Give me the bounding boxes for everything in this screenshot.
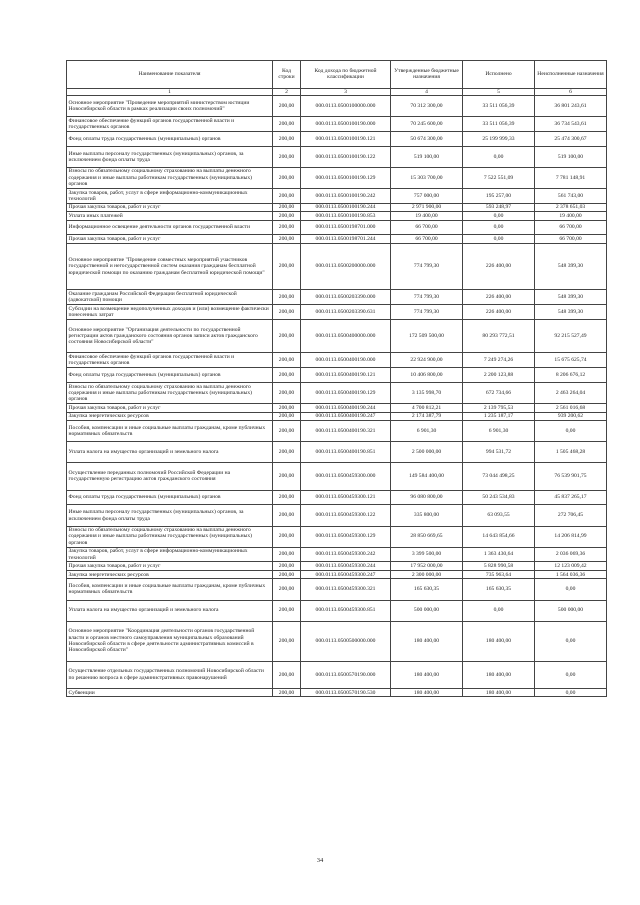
executed-amount-cell: 735 963,64 [463, 570, 535, 578]
budget-code-cell: 000.0113.0500570190.000 [301, 661, 391, 688]
executed-amount-cell: 180 400,00 [463, 621, 535, 661]
executed-amount-cell: 14 643 854,66 [463, 526, 535, 547]
table-row [67, 661, 607, 688]
row-code-cell: 200,00 [273, 220, 301, 235]
budget-code-cell: 000.0113.0500400190.247 [301, 412, 391, 420]
budget-code-cell: 000.0113.0500400190.851 [301, 442, 391, 463]
budget-code-cell: 000.0113.0500100190.121 [301, 131, 391, 146]
table-row [67, 442, 607, 463]
unexecuted-amount-cell: 92 215 527,49 [535, 319, 607, 353]
budget-code-cell: 000.0113.0500100000.000 [301, 96, 391, 117]
indicator-name-cell: Пособия, компенсации и иные социальные выплаты гражданам, кроме публичных нормативных обязательств [67, 421, 273, 442]
unexecuted-amount-cell: 2 378 651,03 [535, 203, 607, 211]
table-row [67, 220, 607, 235]
executed-amount-cell: 0,00 [463, 600, 535, 621]
approved-amount-cell: 519 100,00 [391, 146, 463, 167]
indicator-name-cell: Основное мероприятие "Организация деятельности по государственной регистрации актов гражданского состояния органов записи актов гражданского состояния Новосибирской области" [67, 319, 273, 353]
row-code-cell: 200,00 [273, 383, 301, 404]
row-code-cell: 200,00 [273, 526, 301, 547]
table-row [67, 383, 607, 404]
table-column-index-row [67, 88, 607, 96]
budget-code-cell: 000.0113.0500459300.247 [301, 570, 391, 578]
executed-amount-cell: 1 363 430,64 [463, 547, 535, 562]
table-row [67, 463, 607, 490]
approved-amount-cell: 96 080 800,00 [391, 490, 463, 505]
approved-amount-cell: 6 901,30 [391, 421, 463, 442]
row-code-cell: 200,00 [273, 688, 301, 696]
unexecuted-amount-cell: 8 206 676,12 [535, 368, 607, 383]
unexecuted-amount-cell: 939 200,62 [535, 412, 607, 420]
table-row [67, 526, 607, 547]
row-code-cell: 200,00 [273, 243, 301, 289]
unexecuted-amount-cell: 2 463 264,04 [535, 383, 607, 404]
row-code-cell: 200,00 [273, 490, 301, 505]
row-code-cell: 200,00 [273, 146, 301, 167]
table-row [67, 579, 607, 600]
budget-code-cell: 000.0113.0500570190.530 [301, 688, 391, 696]
row-code-cell: 200,00 [273, 570, 301, 578]
unexecuted-amount-cell: 1 505 468,28 [535, 442, 607, 463]
table-row [67, 235, 607, 243]
approved-amount-cell: 335 800,00 [391, 505, 463, 526]
approved-amount-cell: 500 000,00 [391, 600, 463, 621]
table-row [67, 203, 607, 211]
executed-amount-cell: 226 400,00 [463, 290, 535, 305]
unexecuted-amount-cell: 14 206 814,99 [535, 526, 607, 547]
executed-amount-cell: 63 093,55 [463, 505, 535, 526]
indicator-name-cell: Оказание гражданам Российской Федерации бесплатной юридической (адвокатской) помощи [67, 290, 273, 305]
executed-amount-cell: 25 199 999,33 [463, 131, 535, 146]
approved-amount-cell: 66 700,00 [391, 235, 463, 243]
header-unexecuted: Неисполненные назначения [535, 61, 607, 89]
table-row [67, 319, 607, 353]
approved-amount-cell: 149 584 400,00 [391, 463, 463, 490]
approved-amount-cell: 10 406 800,00 [391, 368, 463, 383]
indicator-name-cell: Фонд оплаты труда государственных (муниципальных) органов [67, 131, 273, 146]
unexecuted-amount-cell: 76 539 901,75 [535, 463, 607, 490]
executed-amount-cell: 0,00 [463, 220, 535, 235]
table-row [67, 547, 607, 562]
executed-amount-cell: 672 734,66 [463, 383, 535, 404]
column-index: 2 [273, 88, 301, 96]
row-code-cell: 200,00 [273, 579, 301, 600]
table-row [67, 167, 607, 188]
unexecuted-amount-cell: 500 000,00 [535, 600, 607, 621]
indicator-name-cell: Взносы по обязательному социальному страхованию на выплаты денежного содержания и иные выплаты работникам государственных (муниципальных) органов [67, 526, 273, 547]
budget-code-cell: 000.0113.0500459300.851 [301, 600, 391, 621]
approved-amount-cell: 757 000,00 [391, 188, 463, 203]
approved-amount-cell: 180 400,00 [391, 621, 463, 661]
budget-code-cell: 000.0113.0500400000.000 [301, 319, 391, 353]
indicator-name-cell: Субсидии на возмещение недополученных доходов и (или) возмещение фактически понесенных затрат [67, 305, 273, 320]
unexecuted-amount-cell: 1 564 036,36 [535, 570, 607, 578]
row-code-cell: 200,00 [273, 463, 301, 490]
table-row [67, 562, 607, 570]
budget-code-cell: 000.0113.0500203390.631 [301, 305, 391, 320]
indicator-name-cell: Основное мероприятие "Проведение мероприятий министерством юстиции Новосибирской области в рамках реализации своих полномочий" [67, 96, 273, 117]
executed-amount-cell: 5 828 990,58 [463, 562, 535, 570]
row-code-cell: 200,00 [273, 290, 301, 305]
table-row [67, 212, 607, 220]
executed-amount-cell: 0,00 [463, 146, 535, 167]
column-index: 3 [301, 88, 391, 96]
table-row [67, 570, 607, 578]
indicator-name-cell: Осуществление переданных полномочий Российской Федерации на государственную регистрацию актов гражданского состояния [67, 463, 273, 490]
approved-amount-cell: 172 509 500,00 [391, 319, 463, 353]
approved-amount-cell: 774 799,30 [391, 243, 463, 289]
column-index: 1 [67, 88, 273, 96]
table-row [67, 621, 607, 661]
indicator-name-cell: Фонд оплаты труда государственных (муниципальных) органов [67, 490, 273, 505]
executed-amount-cell: 6 901,30 [463, 421, 535, 442]
unexecuted-amount-cell: 36 801 243,61 [535, 96, 607, 117]
row-code-cell: 200,00 [273, 368, 301, 383]
indicator-name-cell: Осуществление отдельных государственных полномочий Новосибирской области по решению вопроса в сфере административных правонарушений [67, 661, 273, 688]
row-code-cell: 200,00 [273, 442, 301, 463]
indicator-name-cell: Закупка энергетических ресурсов [67, 570, 273, 578]
approved-amount-cell: 165 630,35 [391, 579, 463, 600]
row-code-cell: 200,00 [273, 562, 301, 570]
indicator-name-cell: Финансовое обеспечение функций органов государственной власти и государственных органов [67, 117, 273, 132]
budget-code-cell: 000.0113.0500459300.121 [301, 490, 391, 505]
approved-amount-cell: 70 245 600,00 [391, 117, 463, 132]
executed-amount-cell: 180 400,00 [463, 688, 535, 696]
unexecuted-amount-cell: 0,00 [535, 621, 607, 661]
unexecuted-amount-cell: 7 781 148,91 [535, 167, 607, 188]
column-index: 4 [391, 88, 463, 96]
budget-code-cell: 000.0113.0500400190.244 [301, 404, 391, 412]
executed-amount-cell: 33 511 056,39 [463, 96, 535, 117]
budget-execution-table [66, 60, 607, 697]
approved-amount-cell: 774 799,30 [391, 290, 463, 305]
table-row [67, 146, 607, 167]
table-row [67, 117, 607, 132]
executed-amount-cell: 994 531,72 [463, 442, 535, 463]
budget-code-cell: 000.0113.0500459300.244 [301, 562, 391, 570]
table-row [67, 353, 607, 368]
header-row-code: Код строки [273, 61, 301, 89]
budget-code-cell: 000.0113.0500400190.129 [301, 383, 391, 404]
approved-amount-cell: 66 700,00 [391, 220, 463, 235]
executed-amount-cell: 593 248,97 [463, 203, 535, 211]
row-code-cell: 200,00 [273, 319, 301, 353]
header-executed: Исполнено [463, 61, 535, 89]
indicator-name-cell: Основное мероприятие "Проведение совместных мероприятий участников государственной и негосударственной систем оказания гражданам бесплатной юридической помощи по оказанию гражданам бесплатной юридической помощи" [67, 243, 273, 289]
unexecuted-amount-cell: 548 399,30 [535, 290, 607, 305]
unexecuted-amount-cell: 19 400,00 [535, 212, 607, 220]
unexecuted-amount-cell: 2 561 016,68 [535, 404, 607, 412]
row-code-cell: 200,00 [273, 212, 301, 220]
approved-amount-cell: 2 300 000,00 [391, 570, 463, 578]
row-code-cell: 200,00 [273, 621, 301, 661]
budget-code-cell: 000.0113.0500500000.000 [301, 621, 391, 661]
unexecuted-amount-cell: 36 734 543,61 [535, 117, 607, 132]
indicator-name-cell: Прочая закупка товаров, работ и услуг [67, 203, 273, 211]
unexecuted-amount-cell: 0,00 [535, 579, 607, 600]
table-body [67, 96, 607, 697]
row-code-cell: 200,00 [273, 505, 301, 526]
budget-code-cell: 000.0113.0500459300.321 [301, 579, 391, 600]
row-code-cell: 200,00 [273, 131, 301, 146]
approved-amount-cell: 2 174 387,79 [391, 412, 463, 420]
row-code-cell: 200,00 [273, 117, 301, 132]
unexecuted-amount-cell: 561 743,00 [535, 188, 607, 203]
approved-amount-cell: 19 400,00 [391, 212, 463, 220]
approved-amount-cell: 180 400,00 [391, 688, 463, 696]
indicator-name-cell: Уплата налога на имущество организаций и земельного налога [67, 442, 273, 463]
executed-amount-cell: 226 400,00 [463, 243, 535, 289]
executed-amount-cell: 80 293 772,51 [463, 319, 535, 353]
row-code-cell: 200,00 [273, 600, 301, 621]
row-code-cell: 200,00 [273, 353, 301, 368]
column-index: 5 [463, 88, 535, 96]
table-row [67, 131, 607, 146]
unexecuted-amount-cell: 548 399,30 [535, 305, 607, 320]
budget-code-cell: 000.0113.0500400190.121 [301, 368, 391, 383]
table-row [67, 290, 607, 305]
executed-amount-cell: 7 522 551,09 [463, 167, 535, 188]
executed-amount-cell: 2 139 795,53 [463, 404, 535, 412]
table-row [67, 688, 607, 696]
table-row [67, 412, 607, 420]
executed-amount-cell: 165 630,35 [463, 579, 535, 600]
row-code-cell: 200,00 [273, 96, 301, 117]
approved-amount-cell: 2 500 000,00 [391, 442, 463, 463]
executed-amount-cell: 0,00 [463, 235, 535, 243]
table-row [67, 421, 607, 442]
budget-code-cell: 000.0113.0500198701.000 [301, 220, 391, 235]
budget-code-cell: 000.0113.0500459300.242 [301, 547, 391, 562]
indicator-name-cell: Информационное освещение деятельности органов государственной власти [67, 220, 273, 235]
approved-amount-cell: 2 971 900,00 [391, 203, 463, 211]
indicator-name-cell: Прочая закупка товаров, работ и услуг [67, 562, 273, 570]
executed-amount-cell: 1 235 187,17 [463, 412, 535, 420]
indicator-name-cell: Уплата налога на имущество организаций и земельного налога [67, 600, 273, 621]
row-code-cell: 200,00 [273, 412, 301, 420]
approved-amount-cell: 180 400,00 [391, 661, 463, 688]
table-row [67, 305, 607, 320]
budget-code-cell: 000.0113.0500400190.321 [301, 421, 391, 442]
unexecuted-amount-cell: 519 100,00 [535, 146, 607, 167]
indicator-name-cell: Закупка товаров, работ, услуг в сфере информационно-коммуникационных технологий [67, 188, 273, 203]
unexecuted-amount-cell: 15 675 625,74 [535, 353, 607, 368]
unexecuted-amount-cell: 12 123 009,42 [535, 562, 607, 570]
indicator-name-cell: Прочая закупка товаров, работ и услуг [67, 235, 273, 243]
indicator-name-cell: Финансовое обеспечение функций органов государственной власти и государственных органов [67, 353, 273, 368]
budget-code-cell: 000.0113.0500100190.129 [301, 167, 391, 188]
table-row [67, 490, 607, 505]
row-code-cell: 200,00 [273, 203, 301, 211]
column-index: 6 [535, 88, 607, 96]
budget-code-cell: 000.0113.0500203390.000 [301, 290, 391, 305]
budget-code-cell: 000.0113.0500100190.122 [301, 146, 391, 167]
budget-code-cell: 000.0113.0500100190.853 [301, 212, 391, 220]
unexecuted-amount-cell: 2 036 069,36 [535, 547, 607, 562]
header-indicator-name: Наименование показателя [67, 61, 273, 89]
table-row [67, 600, 607, 621]
table-row [67, 243, 607, 289]
table-row [67, 404, 607, 412]
indicator-name-cell: Закупка товаров, работ, услуг в сфере информационно-коммуникационных технологий [67, 547, 273, 562]
row-code-cell: 200,00 [273, 421, 301, 442]
row-code-cell: 200,00 [273, 305, 301, 320]
unexecuted-amount-cell: 0,00 [535, 421, 607, 442]
approved-amount-cell: 3 399 500,00 [391, 547, 463, 562]
indicator-name-cell: Прочая закупка товаров, работ и услуг [67, 404, 273, 412]
indicator-name-cell: Уплата иных платежей [67, 212, 273, 220]
budget-code-cell: 000.0113.0500100190.244 [301, 203, 391, 211]
approved-amount-cell: 17 952 000,00 [391, 562, 463, 570]
budget-code-cell: 000.0113.0500459300.000 [301, 463, 391, 490]
header-approved: Утвержденные бюджетные назначения [391, 61, 463, 89]
indicator-name-cell: Взносы по обязательному социальному страхованию на выплаты денежного содержания и иные выплаты работникам государственных (муниципальных) органов [67, 167, 273, 188]
row-code-cell: 200,00 [273, 661, 301, 688]
approved-amount-cell: 50 674 300,00 [391, 131, 463, 146]
unexecuted-amount-cell: 25 474 300,67 [535, 131, 607, 146]
budget-code-cell: 000.0113.0500400190.000 [301, 353, 391, 368]
executed-amount-cell: 7 249 274,26 [463, 353, 535, 368]
executed-amount-cell: 33 511 056,39 [463, 117, 535, 132]
table-row [67, 505, 607, 526]
budget-code-cell: 000.0113.0500200000.000 [301, 243, 391, 289]
approved-amount-cell: 28 850 669,65 [391, 526, 463, 547]
row-code-cell: 200,00 [273, 167, 301, 188]
executed-amount-cell: 195 257,00 [463, 188, 535, 203]
unexecuted-amount-cell: 272 706,45 [535, 505, 607, 526]
executed-amount-cell: 50 243 534,83 [463, 490, 535, 505]
unexecuted-amount-cell: 66 700,00 [535, 235, 607, 243]
row-code-cell: 200,00 [273, 188, 301, 203]
executed-amount-cell: 226 400,00 [463, 305, 535, 320]
indicator-name-cell: Пособия, компенсации и иные социальные выплаты гражданам, кроме публичных нормативных обязательств [67, 579, 273, 600]
approved-amount-cell: 70 312 300,00 [391, 96, 463, 117]
budget-code-cell: 000.0113.0500459300.122 [301, 505, 391, 526]
budget-code-cell: 000.0113.0500100190.242 [301, 188, 391, 203]
executed-amount-cell: 180 400,00 [463, 661, 535, 688]
unexecuted-amount-cell: 548 399,30 [535, 243, 607, 289]
indicator-name-cell: Основное мероприятие "Координация деятельности органов государственной власти и органов местного самоуправления муниципальных образований Новосибирской области в сфере деятельности административных комиссий в Новосибирской области" [67, 621, 273, 661]
unexecuted-amount-cell: 45 837 265,17 [535, 490, 607, 505]
budget-code-cell: 000.0113.0500100190.000 [301, 117, 391, 132]
indicator-name-cell: Иные выплаты персоналу государственных (муниципальных) органов, за исключением фонда оплаты труда [67, 146, 273, 167]
indicator-name-cell: Взносы по обязательному социальному страхованию на выплаты денежного содержания и иные выплаты работникам государственных (муниципальных) органов [67, 383, 273, 404]
row-code-cell: 200,00 [273, 404, 301, 412]
budget-code-cell: 000.0113.0500198701.244 [301, 235, 391, 243]
indicator-name-cell: Иные выплаты персоналу государственных (муниципальных) органов, за исключением фонда оплаты труда [67, 505, 273, 526]
executed-amount-cell: 2 200 123,88 [463, 368, 535, 383]
row-code-cell: 200,00 [273, 547, 301, 562]
header-budget-code: Код дохода по бюджетной классификации [301, 61, 391, 89]
indicator-name-cell: Субвенции [67, 688, 273, 696]
table-row [67, 368, 607, 383]
row-code-cell: 200,00 [273, 235, 301, 243]
table-header-row [67, 61, 607, 89]
executed-amount-cell: 73 044 498,25 [463, 463, 535, 490]
table-row [67, 96, 607, 117]
unexecuted-amount-cell: 0,00 [535, 688, 607, 696]
page-number: 34 [316, 857, 324, 864]
unexecuted-amount-cell: 0,00 [535, 661, 607, 688]
approved-amount-cell: 774 799,30 [391, 305, 463, 320]
approved-amount-cell: 3 135 998,70 [391, 383, 463, 404]
approved-amount-cell: 22 924 900,00 [391, 353, 463, 368]
unexecuted-amount-cell: 66 700,00 [535, 220, 607, 235]
indicator-name-cell: Фонд оплаты труда государственных (муниципальных) органов [67, 368, 273, 383]
indicator-name-cell: Закупка энергетических ресурсов [67, 412, 273, 420]
approved-amount-cell: 4 700 812,21 [391, 404, 463, 412]
executed-amount-cell: 0,00 [463, 212, 535, 220]
approved-amount-cell: 15 303 700,00 [391, 167, 463, 188]
budget-code-cell: 000.0113.0500459300.129 [301, 526, 391, 547]
table-row [67, 188, 607, 203]
